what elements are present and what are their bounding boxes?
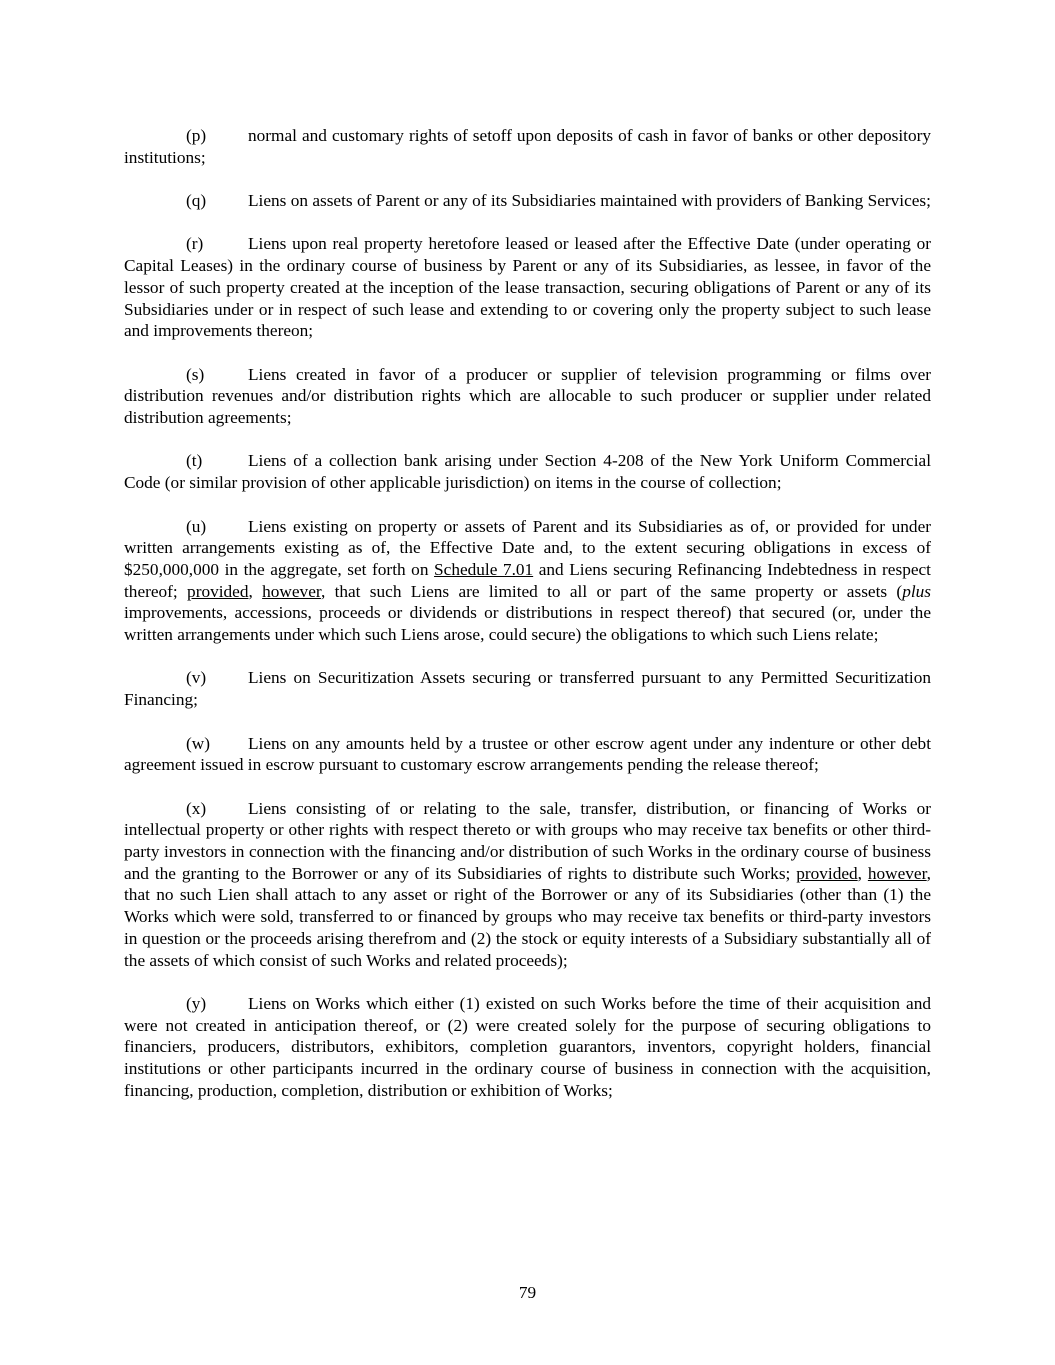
clause-w	[124, 733, 931, 776]
clause-text: Liens on Works which either (1) existed on such Works before the time of their acquisition and were not created in anticipation thereof, or (2) were created solely for the purpose of securing obligations to financiers, producers, distributors, exhibitors, completion guarantors, inventors, copyright holders, financial institutions or other participants incurred in the ordinary course of business in connection with the acquisition, financing, production, completion, distribution or exhibition of Works;	[124, 993, 931, 1100]
clause-text: Liens created in favor of a producer or supplier of television programming or films over distribution revenues and/or distribution rights which are allocable to such producer or supplier under related distribution agreements;	[124, 364, 931, 428]
italic-plus: plus	[902, 581, 931, 601]
proviso-provided: provided	[187, 581, 249, 601]
proviso-provided: provided	[796, 863, 858, 883]
clause-label: (p)	[186, 126, 207, 145]
clause-text: improvements, accessions, proceeds or dividends or distributions in respect thereof) that secured (or, under the written arrangements under which such Liens arose, could secure) the obligations to which such Liens relate;	[124, 603, 931, 645]
clause-label: (y)	[186, 993, 207, 1013]
clause-text: Liens upon real property heretofore leased or leased after the Effective Date (under operating or Capital Leases) in the ordinary course of business by Parent or any of its Subsidiaries, as lessee, in favor of the lessor of such property created at the inception of the lease transaction, securing obligations of Parent or any of its Subsidiaries under or in respect of such lease and extending to or covering only the property subject to such lease and improvements thereon;	[124, 234, 931, 341]
clause-text: Liens on Securitization Assets securing or transferred pursuant to any Permitted Securitization Financing;	[124, 668, 931, 710]
clause-p	[124, 125, 931, 168]
clause-label: (u)	[186, 516, 207, 536]
clause-text: Liens consisting of or relating to the sale, transfer, distribution, or financing of Works or intellectual property or other rights with respect thereto or with groups who may receive tax benefits or other third-party investors in connection with the financing and/or distribution of such Works in the ordinary course of business and the granting to the Borrower or any of its Subsidiaries of rights to distribute such Works;	[124, 798, 931, 883]
clause-label: (v)	[186, 668, 207, 688]
clause-r	[124, 233, 931, 342]
clause-label: (t)	[186, 451, 203, 471]
clause-label: (q)	[186, 191, 207, 211]
clause-v	[124, 667, 931, 710]
proviso-however: however	[262, 581, 321, 601]
clause-text: Liens existing on property or assets of Parent and its Subsidiaries as of, or provided for under written arrangements existing as of, the Effective Date and, to the extent securing obligations in excess of $250,000,000 in the aggregate, set forth on	[124, 516, 931, 579]
clause-y	[124, 993, 931, 1102]
clause-t	[124, 450, 931, 493]
clause-label: (w)	[186, 733, 210, 753]
clause-text: ,	[248, 581, 263, 601]
clause-text: Liens on any amounts held by a trustee or other escrow agent under any indenture or other debt agreement issued in escrow pursuant to customary escrow arrangements pending the release thereof;	[124, 733, 931, 775]
clause-s	[124, 364, 931, 429]
clause-text: Liens of a collection bank arising under Section 4-208 of the New York Uniform Commercial Code (or similar provision of other applicable jurisdiction) on items in the course of collection;	[124, 451, 931, 493]
clause-q	[124, 190, 931, 212]
clause-label: (x)	[186, 798, 207, 818]
clause-text: , that no such Lien shall attach to any asset or right of the Borrower or any of its Subsidiaries (other than (1) the Works which were sold, transferred to or financed by groups who may receive tax benefits or third-party investors in question or the proceeds arising therefrom and (2) the stock or equity interests of a Subsidiary substantially all of the assets of which consist of such Works and related proceeds);	[124, 863, 931, 970]
proviso-however: however	[867, 863, 927, 883]
page-number: 79	[518, 1283, 537, 1302]
clause-x	[124, 798, 931, 972]
clause-u	[124, 516, 931, 646]
schedule-reference: Schedule 7.01	[434, 559, 534, 579]
clause-label: (s)	[186, 364, 205, 384]
clause-label: (r)	[186, 234, 204, 254]
clause-text: Liens on assets of Parent or any of its Subsidiaries maintained with providers of Banking Services;	[248, 191, 931, 211]
clause-text: normal and customary rights of setoff upon deposits of cash in favor of banks or other depository institutions;	[124, 126, 931, 167]
clause-text: ,	[857, 863, 868, 883]
document-body	[124, 125, 931, 1123]
clause-text: and Liens securing Refinancing Indebtedness in respect thereof;	[124, 559, 931, 601]
clause-text: , that such Liens are limited to all or part of the same property or assets (	[320, 581, 903, 601]
